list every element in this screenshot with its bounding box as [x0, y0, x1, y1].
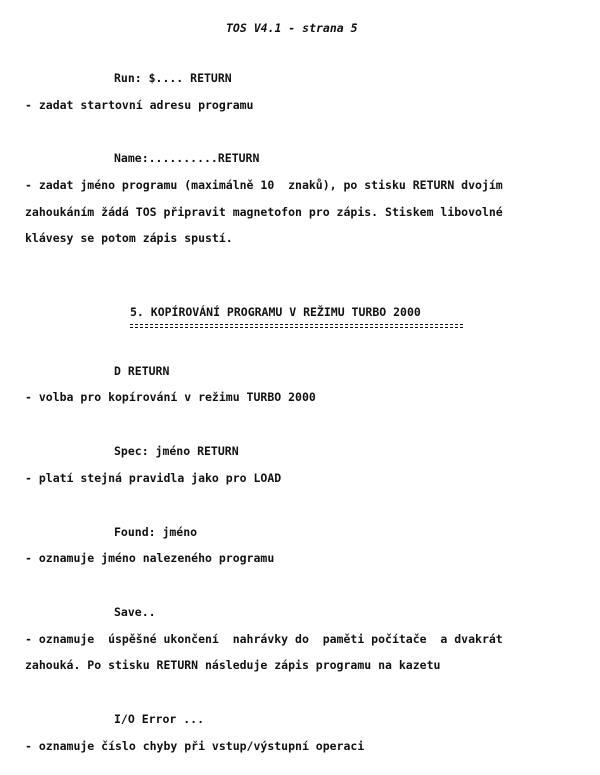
description-name-line-3: klávesy se potom zápis spustí.	[25, 231, 233, 245]
command-save: Save..	[114, 605, 156, 619]
description-spec-line-1: - platí stejná pravidla jako pro LOAD	[25, 471, 282, 485]
command-spec: Spec: jméno RETURN	[114, 444, 239, 458]
description-name-line-2: zahoukáním žádá TOS připravit magnetofon pro zápis. Stiskem libovolné	[25, 205, 503, 219]
description-run-line-1: - zadat startovní adresu programu	[25, 98, 254, 112]
section-heading-underline-top	[130, 324, 463, 325]
command-io-error: I/O Error ...	[114, 712, 205, 726]
description-io-error-line-1: - oznamuje číslo chyby při vstup/výstupní operaci	[25, 739, 365, 753]
description-name-line-1: - zadat jméno programu (maximálně 10 znaků), po stisku RETURN dvojím	[25, 178, 503, 192]
description-d-return-line-1: - volba pro kopírování v režimu TURBO 2000	[25, 390, 316, 404]
command-name: Name:..........RETURN	[114, 151, 260, 165]
section-heading-underline-bottom	[130, 327, 463, 328]
command-found: Found: jméno	[114, 525, 198, 539]
description-save-line-1: - oznamuje úspěšné ukončení nahrávky do paměti počítače a dvakrát	[25, 632, 503, 646]
command-d-return: D RETURN	[114, 364, 170, 378]
page-title: TOS V4.1 - strana 5	[226, 21, 358, 35]
description-found-line-1: - oznamuje jméno nalezeného programu	[25, 551, 275, 565]
section-heading: 5. KOPÍROVÁNÍ PROGRAMU V REŽIMU TURBO 2000	[130, 305, 421, 319]
command-run: Run: $.... RETURN	[114, 71, 232, 85]
description-save-line-2: zahouká. Po stisku RETURN následuje zápis programu na kazetu	[25, 658, 441, 672]
